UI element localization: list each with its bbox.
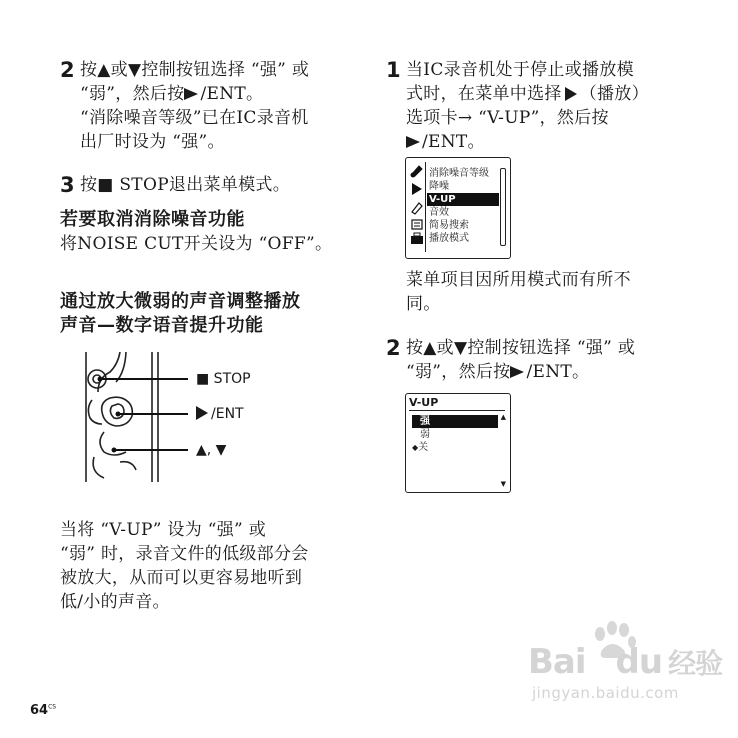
step-2-line-1: 按▲或▼控制按钮选择 “强” 或 — [80, 60, 310, 80]
menu-list-2 — [412, 415, 498, 454]
menu-item-noise-cut[interactable]: 降噪 — [429, 181, 449, 192]
ent-label: /ENT — [196, 406, 244, 422]
step-2-line-4: 出厂时设为 “强”。 — [80, 132, 225, 152]
menu-note-line-1: 菜单项目因所用模式而有所不 — [406, 270, 631, 290]
step-2-text — [80, 58, 370, 154]
play-tab-icon — [565, 87, 577, 101]
menu-tab-column — [409, 162, 426, 252]
menu-list-1 — [427, 167, 499, 245]
right-step-1-text — [406, 58, 696, 154]
option-strong[interactable]: 强 — [412, 415, 498, 428]
menu-item-v-up[interactable]: V-UP — [427, 193, 499, 206]
step-3-text: 按■ STOP退出菜单模式。 — [80, 175, 291, 195]
right-step-2-text — [406, 336, 696, 384]
menu-item-noise-level[interactable]: 消除噪音等级 — [429, 168, 489, 179]
step-2-line-2: “弱”，然后按 /ENT。 — [80, 84, 264, 104]
cancel-heading: 若要取消消除噪音功能 — [60, 209, 245, 230]
cancel-text: 将NOISE CUT开关设为 “OFF”。 — [60, 234, 333, 254]
step-2-number: 2 — [60, 58, 75, 82]
right-step-2-line-1: 按▲或▼控制按钮选择 “强” 或 — [406, 338, 636, 358]
step-3-number: 3 — [60, 173, 75, 197]
v-up-description-line-3: 被放大，从而可以更容易地听到 — [60, 568, 303, 588]
recorder-controls-illustration — [80, 352, 190, 487]
stop-label: ■ STOP — [196, 371, 251, 387]
page-number: $64^{CS}$ — [30, 703, 57, 718]
scroll-down-icon[interactable]: ▼ — [500, 480, 506, 488]
watermark-brand-2: du — [615, 642, 663, 682]
menu-note — [406, 268, 696, 316]
scroll-up-icon[interactable]: ▲ — [500, 413, 506, 421]
play-triangle-icon — [196, 406, 208, 420]
watermark-brand: Bai — [528, 642, 586, 682]
play-triangle-icon — [510, 366, 524, 378]
arrows-label: ▲, ▼ — [196, 442, 227, 458]
v-up-screen-title: V-UP — [409, 396, 439, 409]
v-up-description-line-4: 低/小的声音。 — [60, 592, 170, 612]
v-up-description-line-1: 当将 “V-UP” 设为 “强” 或 — [60, 520, 267, 540]
menu-item-play-mode[interactable]: 播放模式 — [429, 233, 469, 244]
menu-screen-2 — [405, 393, 511, 493]
option-off[interactable]: ◆关 — [412, 442, 429, 453]
right-step-1-line-3: 选项卡→ “V-UP”，然后按 — [406, 108, 609, 128]
right-step-2-line-2: “弱”，然后按 /ENT。 — [406, 362, 590, 382]
current-setting-diamond-icon: ◆ — [412, 443, 419, 452]
v-up-description — [60, 518, 360, 614]
menu-screen-1 — [405, 157, 511, 259]
watermark-url: jingyan.baidu.com — [532, 684, 679, 702]
right-step-1-line-1: 当IC录音机处于停止或播放模 — [406, 60, 634, 80]
watermark-cn: 经验 — [668, 647, 723, 680]
menu-note-line-2: 同。 — [406, 294, 441, 314]
menu-item-effect[interactable]: 音效 — [429, 207, 449, 218]
right-step-1-number: 1 — [386, 58, 401, 82]
v-up-description-line-2: “弱” 时，录音文件的低级部分会 — [60, 544, 309, 564]
right-step-1-line-4: /ENT。 — [406, 130, 696, 154]
play-triangle-icon — [184, 88, 198, 100]
baidu-jingyan-watermark — [528, 620, 728, 710]
right-step-2-number: 2 — [386, 336, 401, 360]
right-step-1-line-2: 式时，在菜单中选择 （播放） — [406, 84, 649, 104]
play-triangle-icon — [406, 136, 420, 148]
screen-divider — [409, 410, 505, 411]
section-title-line-1: 通过放大微弱的声音调整播放 — [60, 291, 301, 312]
section-title-line-2: 声音—数字语音提升功能 — [60, 315, 264, 336]
menu-item-easy-search[interactable]: 简易搜索 — [429, 220, 469, 231]
step-2-line-3: “消除噪音等级”已在IC录音机 — [80, 108, 309, 128]
option-weak[interactable]: 弱 — [420, 429, 430, 440]
menu-scrollbar-1[interactable] — [500, 168, 506, 246]
